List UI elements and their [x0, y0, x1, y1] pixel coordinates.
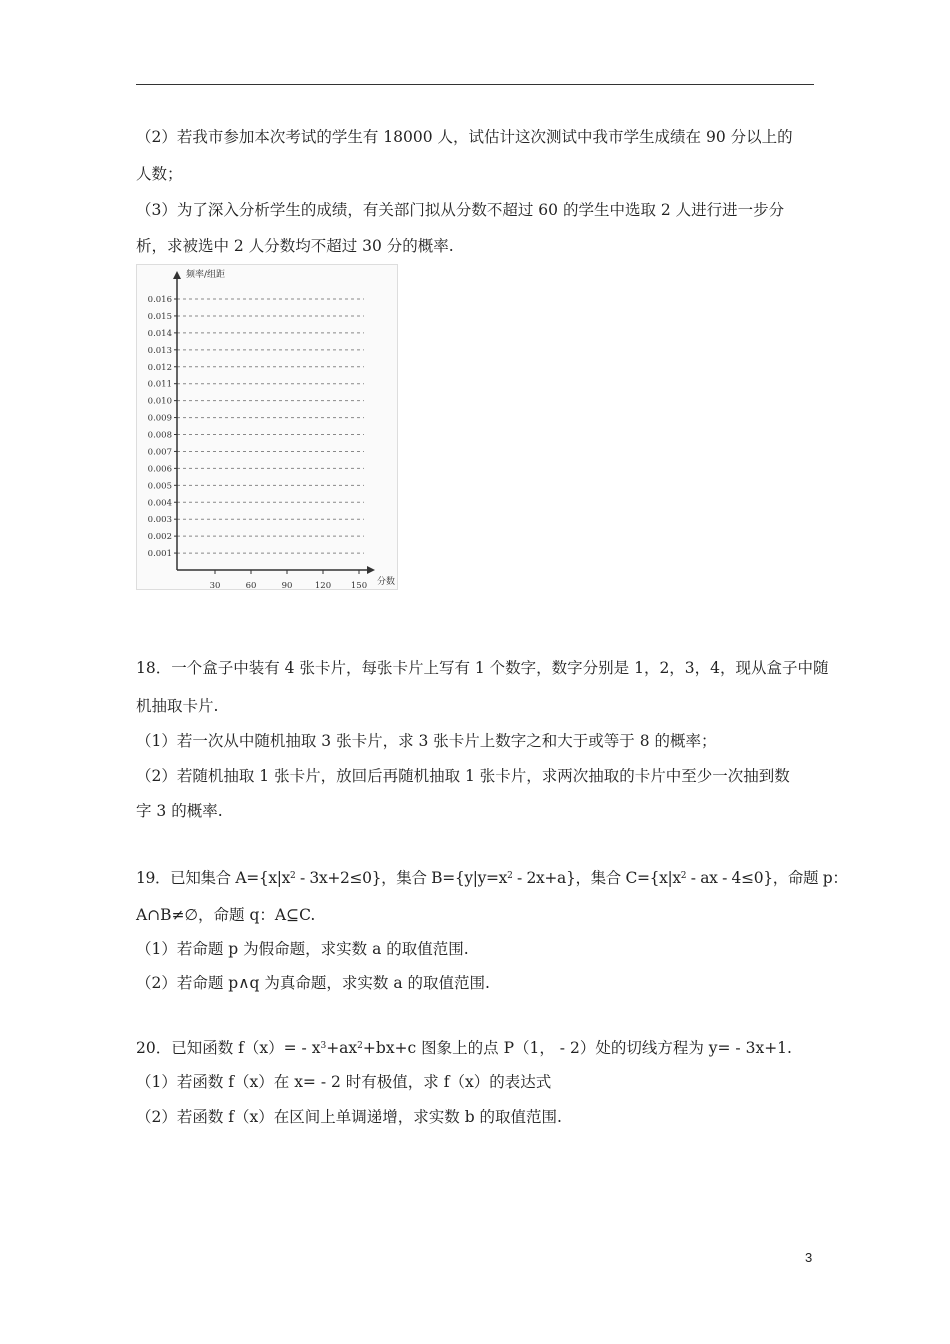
- y-tick-label: 0.008: [147, 430, 172, 441]
- y-tick-label: 0.009: [147, 413, 172, 424]
- q19-exp-2: 2: [507, 871, 513, 881]
- x-tick-label: 120: [314, 581, 332, 590]
- y-tick-label: 0.010: [147, 396, 172, 407]
- y-tick-label: 0.007: [147, 447, 172, 458]
- q19-exp-3: 2: [680, 871, 687, 881]
- y-tick-label: 0.004: [147, 498, 172, 509]
- y-tick-label: 0.014: [147, 328, 172, 339]
- y-tick-label: 0.001: [147, 549, 172, 560]
- q19-part1: （1）若命题 p 为假命题，求实数 a 的取值范围.: [136, 940, 469, 958]
- y-tick-label: 0.011: [147, 379, 172, 390]
- y-tick-label: 0.012: [147, 362, 172, 373]
- x-tick-label: 60: [245, 581, 257, 590]
- page-number: 3: [805, 1250, 813, 1265]
- y-tick-label: 0.005: [147, 481, 172, 492]
- y-tick-label: 0.015: [147, 311, 172, 322]
- q17-part3-line2: 析，求被选中 2 人分数均不超过 30 分的概率.: [136, 237, 454, 255]
- y-tick-label: 0.002: [147, 532, 172, 543]
- q18-part2-line1: （2）若随机抽取 1 张卡片，放回后再随机抽取 1 张卡片，求两次抽取的卡片中至少一次抽到数: [136, 767, 790, 785]
- q19-part2: （2）若命题 p∧q 为真命题，求实数 a 的取值范围.: [136, 974, 490, 992]
- q19-line2: A∩B≠∅，命题 q：A⊆C.: [136, 906, 316, 924]
- q17-part2-line1: （2）若我市参加本次考试的学生有 18000 人，试估计这次测试中我市学生成绩在 90 分以上的: [136, 128, 793, 146]
- q20-exp2: 2: [357, 1041, 363, 1051]
- x-tick-label: 90: [281, 581, 293, 590]
- q17-part2-line2: 人数；: [136, 165, 183, 183]
- header-rule: [136, 84, 814, 85]
- histogram-svg: [136, 264, 398, 590]
- q18-part2-line2: 字 3 的概率.: [136, 802, 223, 820]
- q18-line1: 18．一个盒子中装有 4 张卡片，每张卡片上写有 1 个数字，数字分别是 1，2，3，4，现从盒子中随: [136, 659, 829, 677]
- q18-part1: （1）若一次从中随机抽取 3 张卡片，求 3 张卡片上数字之和大于或等于 8 的概率；: [136, 732, 717, 750]
- q20-part1: （1）若函数 f（x）在 x= - 2 时有极值，求 f（x）的表达式: [136, 1073, 552, 1091]
- q17-part3-line1: （3）为了深入分析学生的成绩，有关部门拟从分数不超过 60 的学生中选取 2 人进行进一步分: [136, 201, 785, 219]
- q19-line1: 19．已知集合 $A=\{x|x^2 - 3x+2\le 0\}$，集合 $B=\{y|y=x^2 - 2x+a\}$，集合 $C=\{x|x^2$ - ax - 4≤0}，命题 p：: [136, 869, 848, 887]
- y-tick-label: 0.006: [147, 464, 172, 475]
- y-tick-label: 0.013: [147, 345, 172, 356]
- q19-exp-1: 2: [290, 871, 296, 881]
- q20-exp3: 3: [320, 1041, 327, 1051]
- y-tick-label: 0.003: [147, 515, 172, 526]
- x-tick-label: 150: [350, 581, 368, 590]
- q20-part2: （2）若函数 f（x）在区间上单调递增，求实数 b 的取值范围.: [136, 1108, 562, 1126]
- frequency-histogram: [136, 264, 398, 590]
- q20-line1: 20．已知函数 $f(x)= - x^3+ax^2+bx+c$ 图象上的点 P（1， - 2）处的切线方程为 y= - 3x+1.: [136, 1039, 792, 1057]
- x-tick-label: 30: [209, 581, 221, 590]
- x-axis-title: 分数: [377, 577, 396, 587]
- q18-line2: 机抽取卡片.: [136, 697, 219, 715]
- y-axis-title: 频率/组距: [186, 270, 226, 280]
- y-tick-label: 0.016: [147, 295, 172, 305]
